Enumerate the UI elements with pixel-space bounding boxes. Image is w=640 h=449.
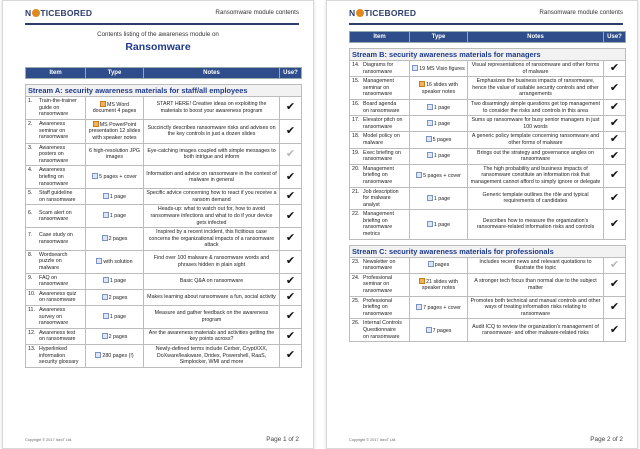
notes-cell: Eye-catching images coupled with simple messages to both intrigue and inform: [144, 143, 280, 166]
checkmark-icon: ✔: [609, 133, 620, 146]
checkmark-icon: ✔: [609, 278, 620, 291]
office-file-icon[interactable]: [419, 81, 425, 87]
use-cell: [604, 296, 626, 319]
notes-cell: Sums up ransomware for busy senior managers in just 100 words: [468, 116, 604, 132]
type-cell: [410, 99, 468, 115]
use-cell: [604, 273, 626, 296]
notes-cell: Inspired by a recent incident, this fictitious case concerns the organizational impacts of a ransomware attack: [144, 228, 280, 251]
notes-cell: Visual representations of ransomware and other forms of malware: [468, 61, 604, 77]
col-type: Type: [86, 68, 144, 79]
type-text: 280 pages (!): [102, 353, 134, 360]
col-type: Type: [410, 32, 468, 43]
brand-logo: N TICEBORED: [349, 8, 417, 18]
file-icon[interactable]: [416, 172, 422, 178]
item-number: 15.: [352, 78, 360, 85]
file-icon[interactable]: [103, 277, 109, 283]
intro-text: Contents listing of the awareness module on: [97, 31, 219, 38]
checkmark-icon: ✔: [609, 169, 620, 182]
checkmark-icon: ✔: [609, 62, 620, 75]
type-cell: [410, 273, 468, 296]
item-number: 26.: [352, 320, 360, 327]
use-cell: [604, 148, 626, 164]
item-cell: [350, 77, 410, 100]
col-use: Use?: [280, 68, 302, 79]
type-text: 6 high-resolution JPG images: [89, 147, 140, 161]
item-number: 10.: [28, 290, 36, 297]
brand-logo: N TICEBORED: [25, 8, 93, 18]
use-cell: [280, 97, 302, 120]
item-cell: [26, 97, 86, 120]
item-name: Newsletter on ransomware: [363, 258, 396, 272]
type-cell: [410, 164, 468, 187]
type-text: 2 pages: [108, 236, 128, 243]
checkmark-icon: ✔: [285, 274, 296, 287]
notes-cell: Promotes both technical and manual controls and other ways of treating information risks relating to ransomware: [468, 296, 604, 319]
item-name: Job description for malware analyst: [363, 188, 399, 208]
item-cell: [350, 61, 410, 77]
item-name: Management briefing on ransomware: [363, 165, 394, 185]
checkmark-icon: ✔: [609, 301, 620, 314]
notes-cell: START HERE! Creative ideas on exploiting the materials to boost your awareness program: [144, 97, 280, 120]
table-row: [350, 319, 626, 342]
type-cell: [86, 228, 144, 251]
type-text: 21 slides with speaker notes: [421, 278, 458, 292]
item-cell: [26, 205, 86, 228]
checkmark-icon: ✔: [609, 101, 620, 114]
section-stream-b: Stream B: security awareness materials for managers: [350, 49, 626, 61]
type-text: 1 page: [109, 213, 127, 220]
notes-cell: Describes how to measure the organization's ransomware-related information risks and controls: [468, 210, 604, 239]
item-number: 8.: [28, 251, 33, 258]
item-name: Exec briefing on ransomware: [363, 149, 401, 163]
item-cell: [26, 345, 86, 368]
item-number: 2.: [28, 121, 33, 128]
item-number: 11.: [28, 307, 35, 314]
item-number: 20.: [352, 165, 360, 172]
notes-cell: Specific advice concerning how to react if you receive a ransom demand: [144, 189, 280, 205]
type-text: with solution: [103, 258, 133, 265]
col-item: Item: [26, 68, 86, 79]
file-icon[interactable]: [428, 261, 434, 267]
item-name: Scam alert on ransomware: [39, 209, 72, 223]
file-icon[interactable]: [102, 333, 108, 339]
eye-icon: [32, 9, 40, 17]
table-row: [350, 187, 626, 210]
section-stream-c: Stream C: security awareness materials for professionals: [350, 245, 626, 257]
table-row: [350, 77, 626, 100]
type-text: 19 MS Visio figures: [419, 65, 465, 72]
office-file-icon[interactable]: [419, 278, 425, 284]
table-row: [26, 119, 302, 143]
use-cell: [604, 164, 626, 187]
item-cell: [26, 306, 86, 329]
type-cell: [86, 119, 144, 143]
use-cell: [604, 116, 626, 132]
copyright: Copyright © 2017 IsecT Ltd.: [349, 438, 397, 442]
type-text: 1 page: [109, 278, 127, 285]
table-row: [350, 99, 626, 115]
checkmark-icon: ✔: [285, 290, 296, 303]
use-cell: [280, 273, 302, 289]
use-cell: [280, 166, 302, 189]
use-cell: [280, 143, 302, 166]
item-name: Awareness survey on ransomware: [39, 307, 69, 327]
item-cell: [26, 166, 86, 189]
table-row: [350, 296, 626, 319]
item-name: Board agenda on ransomware: [363, 100, 400, 114]
header-rule: [349, 23, 623, 25]
item-name: Awareness quiz on ransomware: [39, 290, 77, 304]
type-text: 7 pages + cover: [423, 304, 461, 311]
page-header: [349, 8, 623, 22]
notes-cell: Generic template outlines the rôle and typical requirements of candidates: [468, 187, 604, 210]
file-icon[interactable]: [426, 136, 432, 142]
item-number: 1.: [28, 98, 33, 104]
type-cell: [410, 148, 468, 164]
header-rule: [25, 23, 299, 25]
col-use: Use?: [604, 32, 626, 43]
notes-cell: Makes learning about ransomware a fun, social activity: [144, 289, 280, 305]
col-notes: Notes: [468, 32, 604, 43]
item-name: Management briefing on ransomware metrics: [363, 211, 394, 238]
table-row: [26, 228, 302, 251]
notes-cell: Are the awareness materials and activities getting the key points across?: [144, 328, 280, 344]
notes-cell: Audit ICQ to review the organization's management of ransomware- and other malware-related risks: [468, 319, 604, 342]
use-cell: [280, 306, 302, 329]
type-text: MS Word document 4 pages: [92, 101, 137, 115]
type-text: 1 page: [109, 314, 127, 321]
office-file-icon[interactable]: [100, 101, 106, 107]
type-cell: [410, 187, 468, 210]
use-cell: [604, 187, 626, 210]
type-cell: [410, 61, 468, 77]
type-text: 1 page: [433, 104, 451, 111]
col-item: Item: [350, 32, 410, 43]
type-cell: [86, 273, 144, 289]
use-cell: [604, 61, 626, 77]
type-cell: [86, 97, 144, 120]
notes-cell: Brings out the strategy and governance angles on ransomware: [468, 148, 604, 164]
item-name: Awareness posters on ransomware: [39, 144, 69, 164]
checkmark-icon: ✔: [285, 147, 296, 160]
item-name: Professional briefing on ransomware: [363, 297, 393, 317]
file-icon[interactable]: [412, 65, 418, 71]
page-footer: [349, 433, 623, 443]
table-row: [350, 273, 626, 296]
item-name: Internal Controls Questionnaire on ransomware: [363, 320, 402, 340]
table-row: [26, 328, 302, 344]
checkmark-icon: ✔: [609, 323, 620, 336]
copyright: Copyright © 2017 IsecT Ltd.: [25, 438, 73, 442]
item-number: 19.: [352, 149, 360, 156]
header-title: Ransomware module contents: [539, 9, 623, 16]
type-cell: [86, 166, 144, 189]
item-cell: [350, 273, 410, 296]
type-cell: [86, 306, 144, 329]
table-row: [350, 210, 626, 239]
use-cell: [280, 345, 302, 368]
page-1: [2, 0, 314, 449]
item-number: 25.: [352, 297, 360, 304]
type-cell: [86, 328, 144, 344]
type-cell: [410, 296, 468, 319]
table-row: [26, 143, 302, 166]
item-cell: [350, 116, 410, 132]
type-cell: [410, 210, 468, 239]
checkmark-icon: ✔: [285, 101, 296, 114]
notes-cell: Includes recent news and relevant quotations to illustrate the topic: [468, 257, 604, 273]
notes-cell: Basic Q&A on ransomware: [144, 273, 280, 289]
type-text: 1 page: [433, 120, 451, 127]
use-cell: [280, 289, 302, 305]
item-cell: [26, 228, 86, 251]
item-cell: [350, 319, 410, 342]
item-cell: [350, 132, 410, 148]
item-name: Awareness test on ransomware: [39, 329, 76, 343]
file-icon[interactable]: [102, 294, 108, 300]
use-cell: [280, 205, 302, 228]
checkmark-icon: ✔: [285, 170, 296, 183]
item-number: 24.: [352, 274, 360, 281]
checkmark-icon: ✔: [285, 329, 296, 342]
notes-cell: Information and advice on ransomware in the context of malware in general: [144, 166, 280, 189]
item-number: 23.: [352, 258, 360, 265]
use-cell: [604, 132, 626, 148]
file-icon[interactable]: [95, 352, 101, 358]
table-row: [26, 97, 302, 120]
item-cell: [26, 189, 86, 205]
item-name: Elevator pitch on ransomware: [363, 117, 403, 130]
file-icon[interactable]: [103, 212, 109, 218]
page-number: Page 1 of 2: [266, 436, 299, 443]
page-2: [326, 0, 638, 449]
use-cell: [604, 319, 626, 342]
type-text: pages: [434, 262, 450, 269]
item-number: 21.: [352, 188, 360, 195]
item-name: Awareness seminar on ransomware: [39, 121, 69, 141]
item-cell: [26, 119, 86, 143]
table-row: [26, 273, 302, 289]
use-cell: [280, 228, 302, 251]
type-text: 5 pages + cover: [99, 174, 137, 181]
type-text: 5 pages: [432, 137, 452, 144]
notes-cell: A generic policy template concerning ransomware and other forms of malware: [468, 132, 604, 148]
item-name: Hyperlinked information security glossary: [39, 346, 79, 366]
eye-icon: [356, 9, 364, 17]
file-icon[interactable]: [102, 235, 108, 241]
notes-cell: Find over 100 malware & ransomware words and phrases hidden in plain sight: [144, 250, 280, 273]
table-row: [26, 166, 302, 189]
contents-table: [349, 31, 626, 342]
type-text: 7 pages: [432, 327, 452, 334]
item-cell: [350, 99, 410, 115]
table-row: [26, 289, 302, 305]
item-cell: [350, 164, 410, 187]
checkmark-icon: ✔: [609, 81, 620, 94]
notes-cell: Newly-defined terms include Cerber, CryptXXX, DoXware/leakware, Dridex, Powershell, RaaS, Simplocker, WMI and more: [144, 345, 280, 368]
type-text: 5 pages + cover: [423, 172, 461, 179]
checkmark-icon: ✔: [609, 258, 620, 271]
type-text: 1 page: [433, 195, 451, 202]
item-cell: [26, 289, 86, 305]
table-row: [350, 164, 626, 187]
file-icon[interactable]: [416, 304, 422, 310]
table-header-row: [26, 68, 302, 79]
type-cell: [86, 250, 144, 273]
checkmark-icon: ✔: [285, 232, 296, 245]
table-header-row: [350, 32, 626, 43]
table-row: [26, 306, 302, 329]
type-cell: [410, 132, 468, 148]
contents-table: [25, 67, 302, 368]
checkmark-icon: ✔: [285, 190, 296, 203]
table-row: [350, 116, 626, 132]
item-name: FAQ on ransomware: [39, 274, 69, 288]
checkmark-icon: ✔: [609, 217, 620, 230]
checkmark-icon: ✔: [285, 349, 296, 362]
item-cell: [26, 328, 86, 344]
type-text: MS PowerPoint presentation 12 slides with speaker notes: [88, 121, 141, 141]
file-icon[interactable]: [96, 258, 102, 264]
item-number: 16.: [352, 100, 360, 107]
type-text: 1 page: [433, 153, 451, 160]
type-cell: [86, 189, 144, 205]
use-cell: [280, 119, 302, 143]
item-name: Train-the-trainer guide on ransomware: [39, 98, 77, 118]
notes-cell: Two disarmingly simple questions get top management to consider the risks and controls in this area: [468, 99, 604, 115]
item-name: Awareness briefing on ransomware: [39, 167, 69, 187]
file-icon[interactable]: [427, 120, 433, 126]
type-text: 2 pages: [108, 294, 128, 301]
notes-cell: Heads-up: what to watch out for, how to avoid ransomware infections and what to do if your device gets infected: [144, 205, 280, 228]
use-cell: [604, 210, 626, 239]
checkmark-icon: ✔: [609, 117, 620, 130]
type-cell: [86, 289, 144, 305]
checkmark-icon: ✔: [285, 209, 296, 222]
table-row: [26, 345, 302, 368]
item-name: Case study on ransomware: [39, 232, 73, 245]
use-cell: [280, 328, 302, 344]
file-icon[interactable]: [92, 173, 98, 179]
checkmark-icon: ✔: [285, 310, 296, 323]
item-cell: [350, 210, 410, 239]
file-icon[interactable]: [103, 193, 109, 199]
item-number: 14.: [352, 62, 360, 68]
table-row: [350, 257, 626, 273]
type-cell: [86, 205, 144, 228]
office-file-icon[interactable]: [93, 121, 99, 127]
checkmark-icon: ✔: [609, 191, 620, 204]
file-icon[interactable]: [426, 327, 432, 333]
type-cell: [410, 319, 468, 342]
notes-cell: A stronger tech focus than normal due to the subject matter: [468, 273, 604, 296]
item-number: 18.: [352, 133, 360, 140]
file-icon[interactable]: [427, 152, 433, 158]
checkmark-icon: ✔: [609, 149, 620, 162]
item-number: 12.: [28, 329, 36, 336]
type-cell: [410, 257, 468, 273]
item-name: Management seminar on ransomware: [363, 78, 394, 98]
item-cell: [350, 187, 410, 210]
type-text: 1 page: [433, 221, 451, 228]
use-cell: [604, 99, 626, 115]
table-row: [350, 132, 626, 148]
use-cell: [604, 257, 626, 273]
table-row: [350, 61, 626, 77]
checkmark-icon: ✔: [285, 124, 296, 137]
item-number: 13.: [28, 346, 36, 352]
table-row: [26, 189, 302, 205]
item-number: 22.: [352, 211, 360, 218]
item-cell: [26, 250, 86, 273]
use-cell: [280, 189, 302, 205]
item-name: Diagrams for ransomware: [363, 62, 394, 75]
notes-cell: Succinctly describes ransomware risks and advises on the key controls in just a dozen slides: [144, 119, 280, 143]
notes-cell: The high probability and business impacts of ransomware constitute an information risk that management cannot afford to simply ignore or delegate: [468, 164, 604, 187]
section-stream-a: Stream A: security awareness materials for staff/all employees: [26, 85, 302, 97]
header-title: Ransomware module contents: [215, 9, 299, 16]
item-cell: [350, 296, 410, 319]
page-header: [25, 8, 299, 22]
notes-cell: Measure and gather feedback on the awareness program: [144, 306, 280, 329]
file-icon[interactable]: [427, 195, 433, 201]
item-number: 4.: [28, 167, 33, 174]
item-cell: [26, 273, 86, 289]
item-cell: [350, 148, 410, 164]
checkmark-icon: ✔: [285, 255, 296, 268]
item-number: 5.: [28, 190, 33, 197]
type-cell: [86, 345, 144, 368]
table-row: [350, 148, 626, 164]
item-name: Staff guideline on ransomware: [39, 190, 76, 203]
item-number: 9.: [28, 274, 33, 281]
page-footer: [25, 433, 299, 443]
file-icon[interactable]: [427, 221, 433, 227]
notes-cell: Emphasizes the business impacts of ransomware, hence the value of suitable security controls and other arrangements: [468, 77, 604, 100]
item-number: 6.: [28, 209, 33, 216]
table-row: [26, 250, 302, 273]
item-number: 7.: [28, 232, 33, 239]
type-text: 2 pages: [108, 333, 128, 340]
type-text: 16 slides with speaker notes: [421, 81, 458, 95]
col-notes: Notes: [144, 68, 280, 79]
document-title: Ransomware: [125, 41, 191, 53]
use-cell: [604, 77, 626, 100]
item-name: Professional seminar on ransomware: [363, 274, 393, 295]
type-cell: [86, 143, 144, 166]
item-cell: [350, 257, 410, 273]
item-name: Model policy on malware: [363, 133, 400, 146]
table-row: [26, 205, 302, 228]
file-icon[interactable]: [103, 313, 109, 319]
type-text: 1 page: [109, 193, 127, 200]
item-number: 3.: [28, 144, 33, 151]
item-cell: [26, 143, 86, 166]
item-number: 17.: [352, 117, 360, 124]
type-cell: [410, 77, 468, 100]
use-cell: [280, 250, 302, 273]
page-number: Page 2 of 2: [590, 436, 623, 443]
file-icon[interactable]: [427, 104, 433, 110]
type-cell: [410, 116, 468, 132]
item-name: Wordsearch puzzle on malware: [39, 251, 68, 272]
